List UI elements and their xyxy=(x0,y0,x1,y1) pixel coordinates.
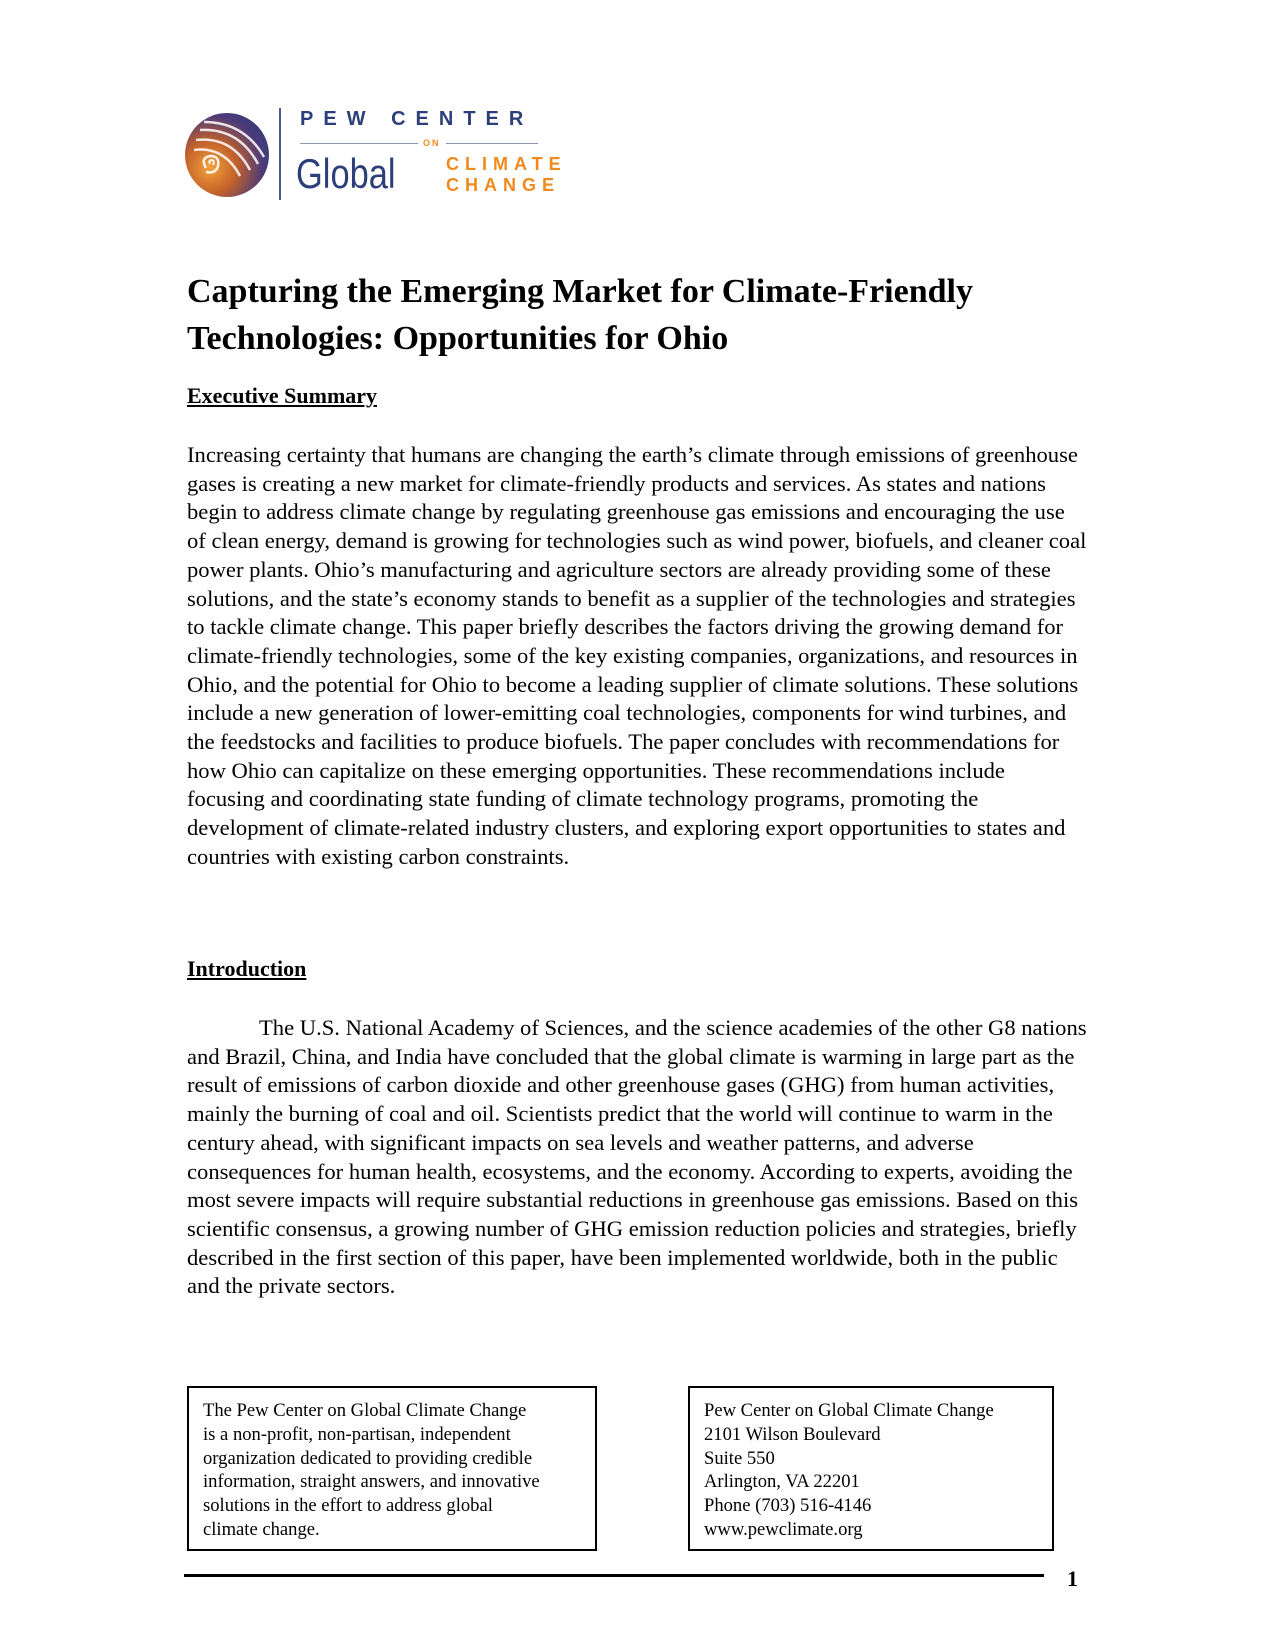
executive-summary-heading: Executive Summary xyxy=(187,383,378,408)
contact-city: Arlington, VA 22201 xyxy=(704,1471,860,1493)
about-box-line: The Pew Center on Global Climate Change xyxy=(203,1400,527,1421)
about-box-line: climate change. xyxy=(203,1518,320,1540)
contact-street: 2101 Wilson Boulevard xyxy=(704,1423,881,1445)
about-box-line: is a non-profit, non-partisan, independent xyxy=(203,1423,511,1445)
pew-center-logo xyxy=(184,104,567,204)
introduction-heading: Introduction xyxy=(187,956,307,981)
page-number: 1 xyxy=(1067,1566,1078,1591)
introduction-body: The U.S. National Academy of Sciences, and the science academies of the other G8 nations and Brazil, China, and India have concluded that the global climate is warming in large part as the result of emissions of carbon dioxide and other greenhouse gases (GHG) from human activities, mainly the burning of coal and oil. Scientists predict that the world will continue to warm in the century ahead, with significant impacts on sea levels and weather patterns, and adverse consequences for human health, ecosystems, and the economy. According to experts, avoiding the most severe impacts will require substantial reductions in greenhouse gas emissions. Based on this scientific consensus, a growing number of GHG emission reduction policies and strategies, briefly described in the first section of this paper, have been implemented worldwide, both in the public and the private sectors. xyxy=(187,1015,1087,1299)
logo-divider xyxy=(279,108,281,200)
contact-box xyxy=(688,1386,1054,1551)
contact-org-name: Pew Center on Global Climate Change xyxy=(704,1400,994,1421)
footer-rule xyxy=(184,1574,1044,1577)
logo-global-text: Global xyxy=(296,150,396,197)
about-box xyxy=(187,1386,597,1551)
logo-rule-left xyxy=(300,143,418,144)
contact-phone: Phone (703) 516-4146 xyxy=(704,1495,872,1517)
logo-change-text: CHANGE xyxy=(446,175,561,195)
about-box-line: information, straight answers, and innovative xyxy=(203,1471,540,1493)
contact-suite: Suite 550 xyxy=(704,1447,775,1469)
swirl-globe-icon xyxy=(184,112,270,198)
logo-on-text: ON xyxy=(423,138,441,148)
document-title: Capturing the Emerging Market for Climate-Friendly Technologies: Opportunities for Ohio xyxy=(187,273,973,357)
logo-pew-center-text: PEW CENTER xyxy=(300,108,534,130)
contact-website: www.pewclimate.org xyxy=(704,1518,863,1540)
executive-summary-body: Increasing certainty that humans are changing the earth’s climate through emissions of greenhouse gases is creating a new market for climate-friendly products and services. As states and nations begin to address climate change by regulating greenhouse gas emissions and encouraging the use of clean energy, demand is growing for technologies such as wind power, biofuels, and cleaner coal power plants. Ohio’s manufacturing and agriculture sectors are already providing some of these solutions, and the state’s economy stands to benefit as a supplier of the technologies and strategies to tackle climate change. This paper briefly describes the factors driving the growing demand for climate-friendly technologies, some of the key existing companies, organizations, and resources in Ohio, and the potential for Ohio to become a leading supplier of climate solutions. These solutions include a new generation of lower-emitting coal technologies, components for wind turbines, and the feedstocks and facilities to produce biofuels. The paper concludes with recommendations for how Ohio can capitalize on these emerging opportunities. These recommendations include focusing and coordinating state funding of climate technology programs, promoting the development of climate-related industry clusters, and exploring export opportunities to states and countries with existing carbon constraints. xyxy=(187,442,1087,869)
about-box-line: solutions in the effort to address global xyxy=(203,1495,493,1517)
logo-rule-right xyxy=(446,143,538,144)
logo-climate-text: CLIMATE xyxy=(446,154,567,174)
about-box-line: organization dedicated to providing credible xyxy=(203,1447,533,1469)
